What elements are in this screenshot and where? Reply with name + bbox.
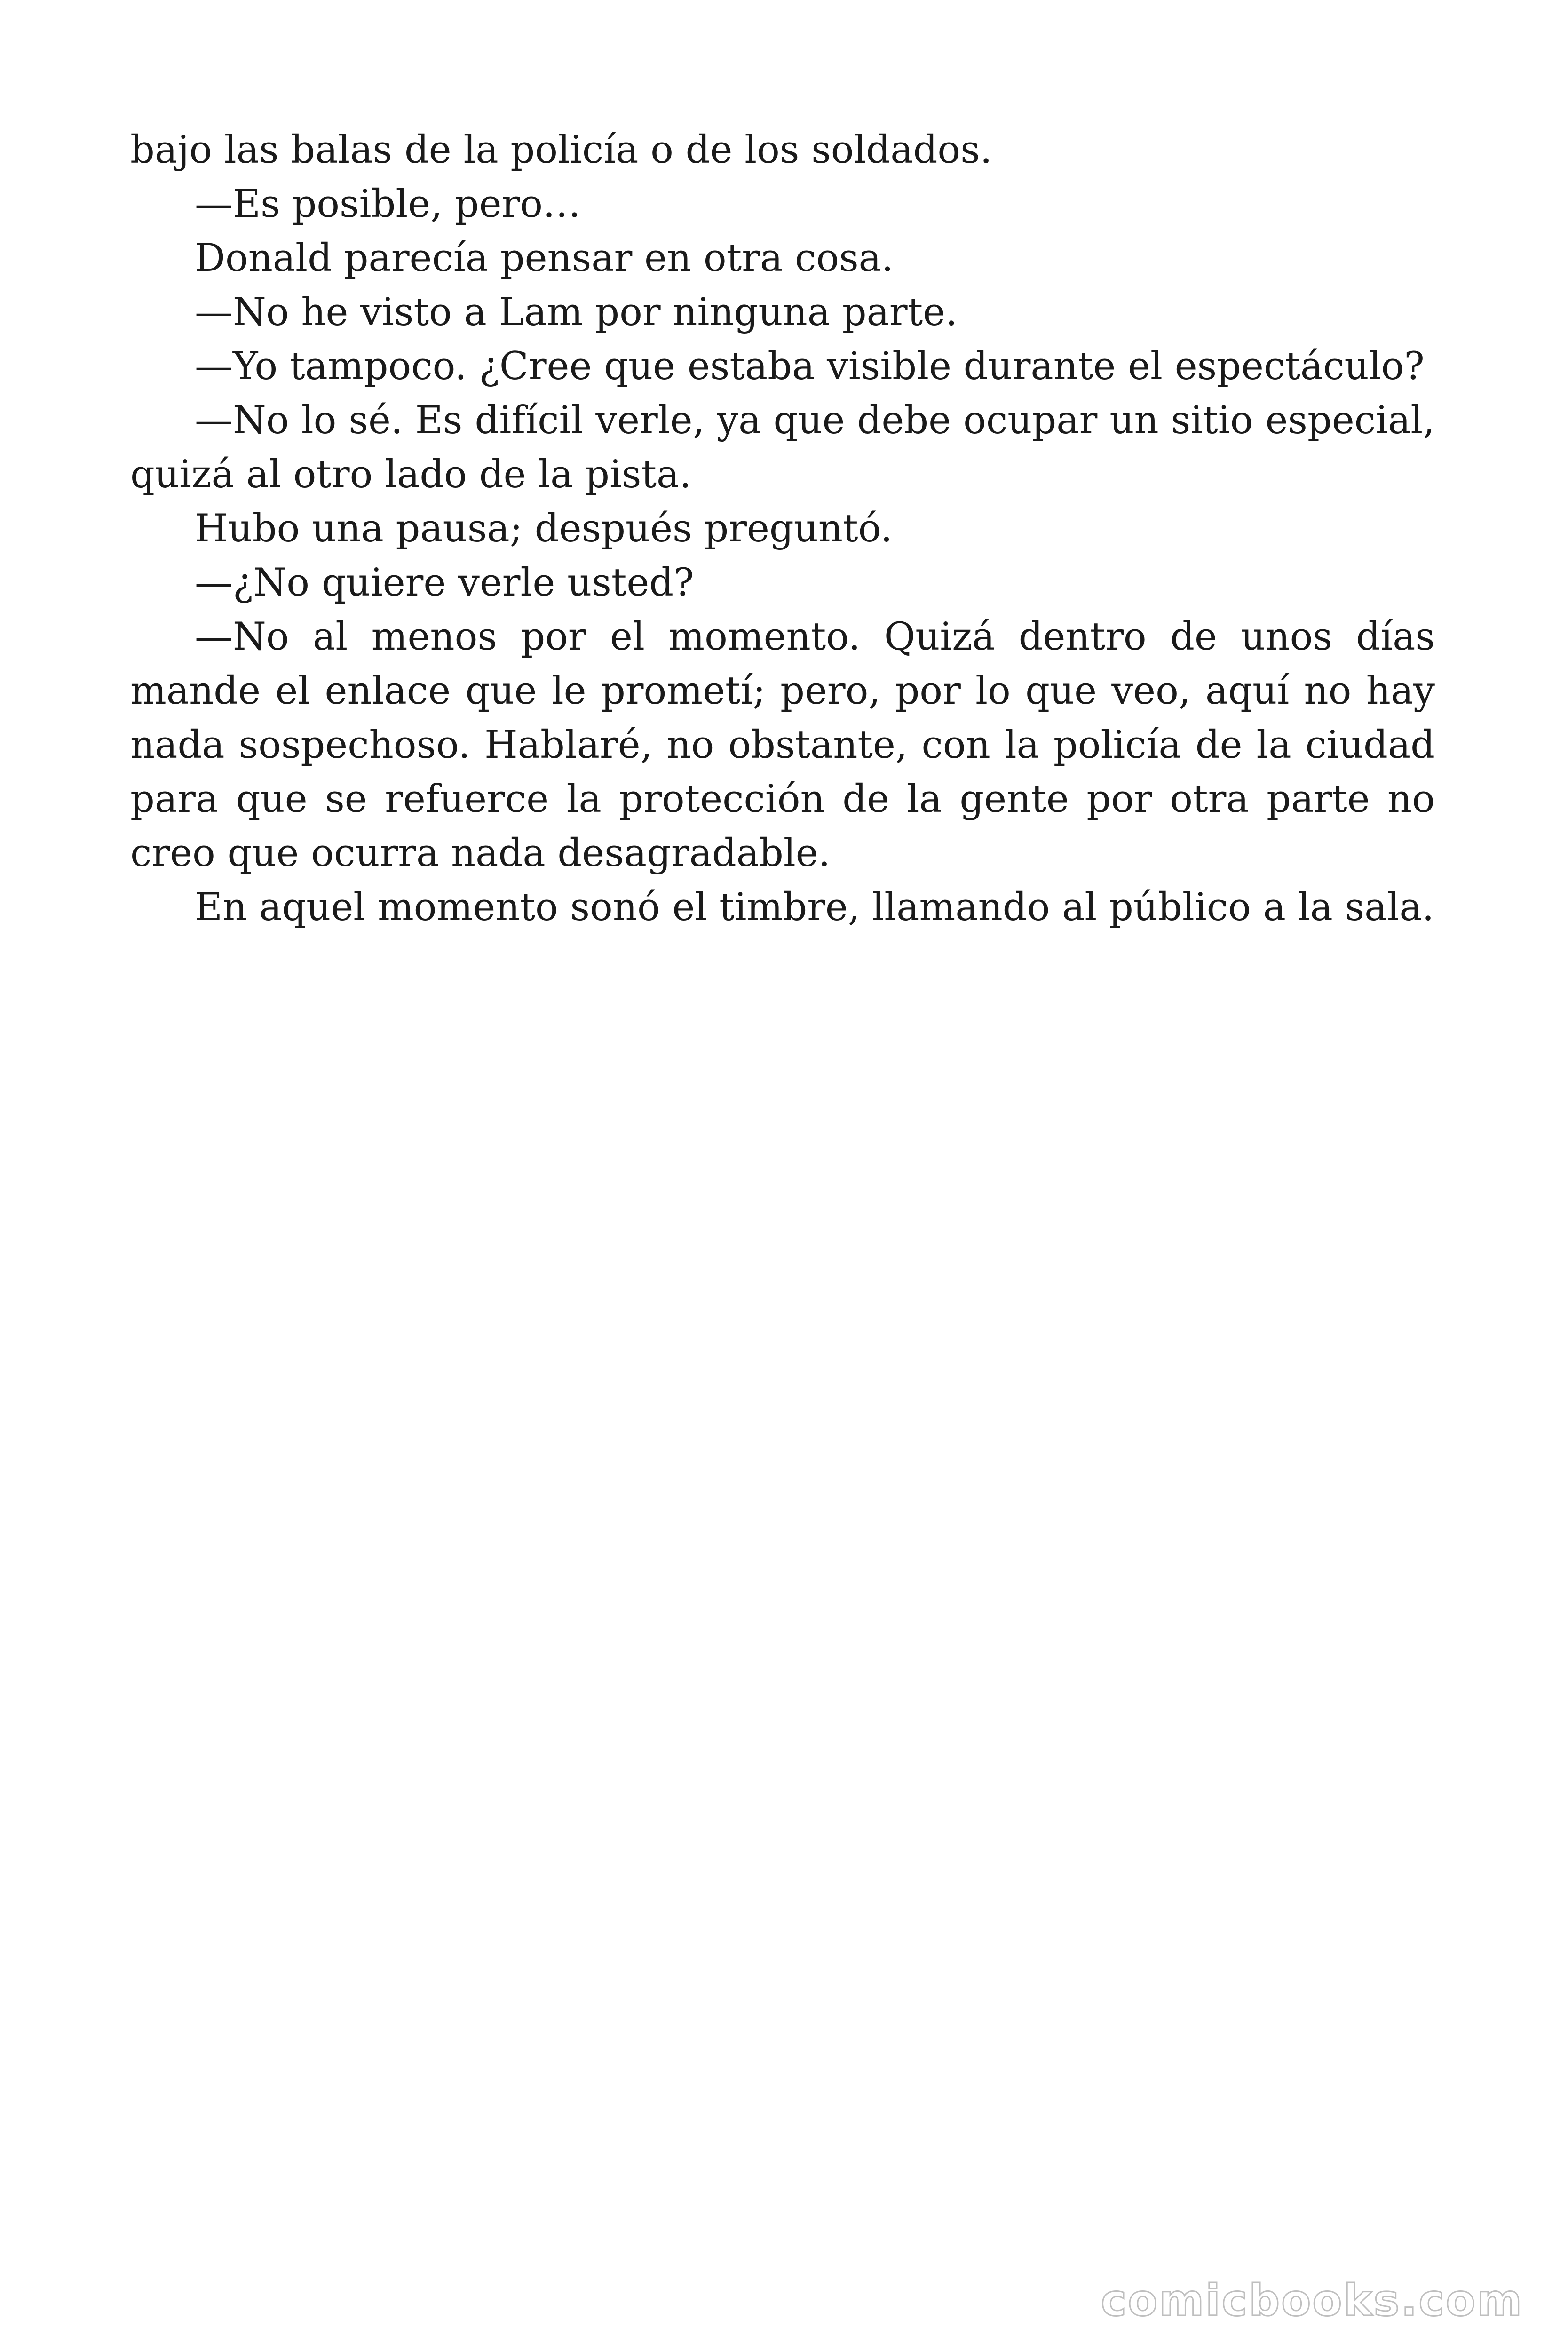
paragraph: Donald parecía pensar en otra cosa. bbox=[195, 236, 894, 280]
page-body-text bbox=[130, 123, 1435, 935]
paragraph: —Es posible, pero… bbox=[195, 182, 581, 226]
paragraph: Hubo una pausa; después preguntó. bbox=[195, 507, 893, 551]
paragraph: bajo las balas de la policía o de los soldados. bbox=[130, 128, 992, 172]
paragraph: —No he visto a Lam por ninguna parte. bbox=[195, 290, 958, 334]
paragraph: —No lo sé. Es difícil verle, ya que debe ocupar un sitio especial, quizá al otro lado de la pista. bbox=[130, 398, 1435, 497]
paragraph: —Yo tampoco. ¿Cree que estaba visible durante el espectáculo? bbox=[195, 344, 1425, 389]
watermark: comicbooks.com bbox=[1101, 2275, 1523, 2326]
paragraph: —No al menos por el momento. Quizá dentro de unos días mande el enlace que le prometí; pero, por lo que veo, aquí no hay nada sospechoso. Hablaré, no obstante, con la policía de la ciudad para que se refuerce la protección de la gente por otra parte no creo que ocurra nada desagradable. bbox=[130, 615, 1435, 875]
paragraph: —¿No quiere verle usted? bbox=[195, 561, 694, 605]
paragraph: En aquel momento sonó el timbre, llamando al público a la sala. bbox=[195, 885, 1434, 930]
